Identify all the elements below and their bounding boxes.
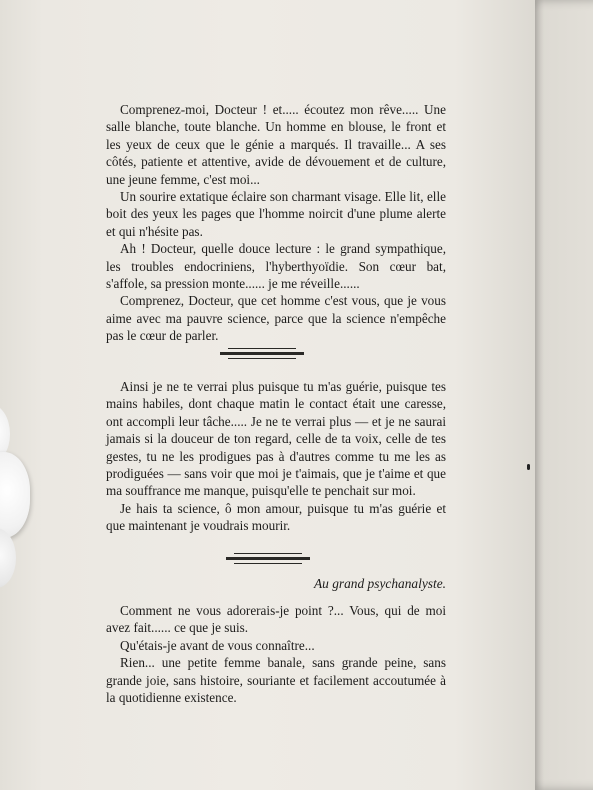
paper-mark bbox=[527, 464, 530, 470]
section-2 bbox=[106, 378, 446, 535]
paragraph: Comment ne vous adorerais-je point ?... Vous, qui de moi avez fait...... ce que je suis. bbox=[106, 603, 446, 636]
paragraph: Ah ! Docteur, quelle douce lecture : le grand sympathique, les troubles endocriniens, l'hyberthyoïdie. Son cœur bat, s'affole, sa pression monte...... je me réveille...... bbox=[106, 241, 446, 292]
section-3 bbox=[106, 602, 446, 706]
paragraph: Comprenez-moi, Docteur ! et..... écoutez mon rêve..... Une salle blanche, toute blanche. Un homme en blouse, le front et les yeux de ceux que le génie a marqués. Il travaille... A ses côtés, patiente et attentive, avide de dévouement et de culture, une jeune femme, c'est moi... bbox=[106, 102, 446, 187]
paragraph: Je hais ta science, ô mon amour, puisque tu m'as guérie et que maintenant je voudrais mourir. bbox=[106, 500, 446, 534]
paragraph: Qu'étais-je avant de vous connaître... bbox=[120, 637, 315, 653]
section-1 bbox=[106, 101, 446, 345]
paragraph: Rien... une petite femme banale, sans grande peine, sans grande joie, sans histoire, souriante et facilement accoutumée à la quotidienne existence. bbox=[106, 655, 446, 706]
paragraph: Comprenez, Docteur, que cet homme c'est vous, que je vous aime avec ma pauvre science, parce que la science n'empêche pas le cœur de parler. bbox=[106, 293, 446, 344]
paragraph: Un sourire extatique éclaire son charmant visage. Elle lit, elle boit des yeux les pages que l'homme noircit d'une plume alerte et qui n'hésite pas. bbox=[106, 189, 446, 239]
section-divider bbox=[220, 348, 304, 362]
section-divider bbox=[226, 553, 310, 567]
paragraph: Ainsi je ne te verrai plus puisque tu m'as guérie, puisque tes mains habiles, dont chaque matin le contact était une caresse, ont accompli leur tâche..... Je ne te verrai plus — et je ne saurai jamais si la douceur de ton regard, celle de ta voix, celle de tes gestes, tu ne les prodigues pas à d'autres comme tu me les as prodiguées — sans voir que moi je t'aimais, que je t'aime et que ma souffrance me manque, puisqu'elle te penchait sur moi. bbox=[106, 379, 446, 499]
section-3-heading: Au grand psychanalyste. bbox=[313, 576, 446, 591]
